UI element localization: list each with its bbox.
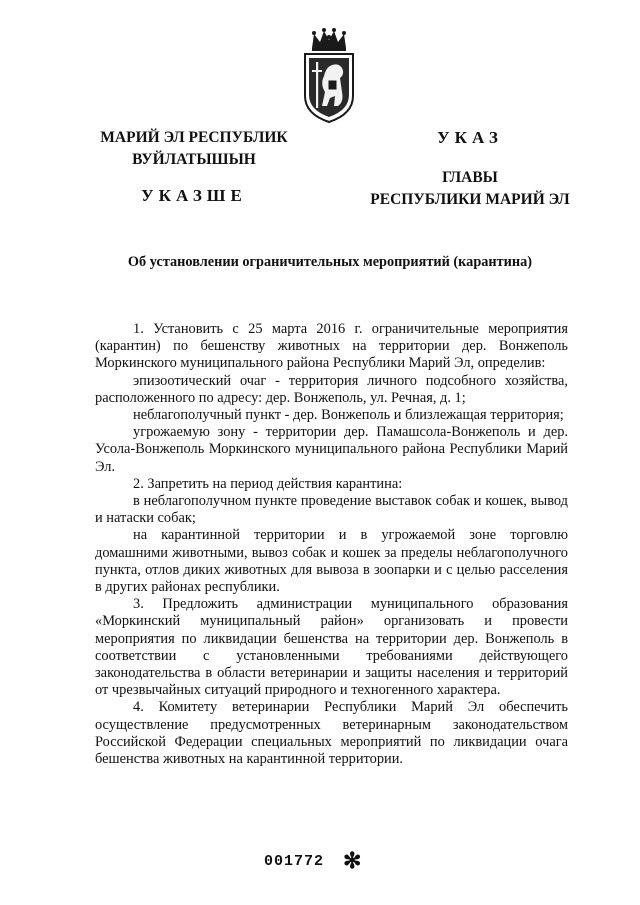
header-right-line2: ГЛАВЫ [442,169,498,186]
paragraph: эпизоотический очаг - территория личного подсобного хозяйства, расположенного по адресу: дер. Вонжеполь, ул. Речная, д. 1; [95,372,568,406]
paragraph: 2. Запретить на период действия карантина: [133,475,403,492]
paragraph: на карантинной территории и в угрожаемой зоне торговлю домашними животными, вывоз собак и кошек за пределы неблагополучного пункта, отлов диких животных для вывоза в зоопарки и с целью расселения в других районах республики. [95,527,568,596]
document-title: Об установлении ограничительных мероприятий (карантина) [127,254,533,270]
paragraph: в неблагополучном пункте проведение выставок собак и кошек, вывод и натаски собак; [95,493,568,527]
header-right-line1: УКАЗ [437,128,503,147]
paragraph: 1. Установить с 25 марта 2016 г. ограничительные мероприятия (карантин) по бешенству животных на территории дер. Вонжеполь Моркинского муниципального района Республики Марий Эл, определив: [95,321,568,372]
header-left [88,127,300,207]
document-number: 001772 [264,853,325,870]
header-right-line3: РЕСПУБЛИКИ МАРИЙ ЭЛ [370,191,570,208]
header-left-line3: УКАЗШЕ [141,186,247,205]
asterisk-mark: ✻ [343,848,362,873]
paragraph: неблагополучный пункт - дер. Вонжеполь и близлежащая территория; [133,407,564,424]
header-left-line2: ВУЙЛАТЫШЫН [132,151,256,168]
paragraph: угрожаемую зону - территории дер. Памашсола-Вонжеполь и дер. Усола-Вонжеполь Моркинского муниципального района Республики Марий Эл. [95,424,568,475]
header-right [355,127,585,211]
coat-of-arms-icon [300,26,358,126]
paragraph: 3. Предложить администрации муниципального образования «Моркинский муниципальный район» организовать и провести мероприятия по ликвидации бешенства на территории дер. Вонжеполь в соответствии с установленными требованиями действующего законодательства в области ветеринарии и защиты населения и территорий от чрезвычайных ситуаций природного и техногенного характера. [95,596,568,699]
paragraph: 4. Комитету ветеринарии Республики Марий Эл обеспечить осуществление предусмотренных ветеринарным законодательством Российской Федерации специальных мероприятий по ликвидации очага бешенства животных на карантинной территории. [95,699,568,768]
document-body [95,321,568,768]
header-left-line1: МАРИЙ ЭЛ РЕСПУБЛИК [100,129,288,146]
